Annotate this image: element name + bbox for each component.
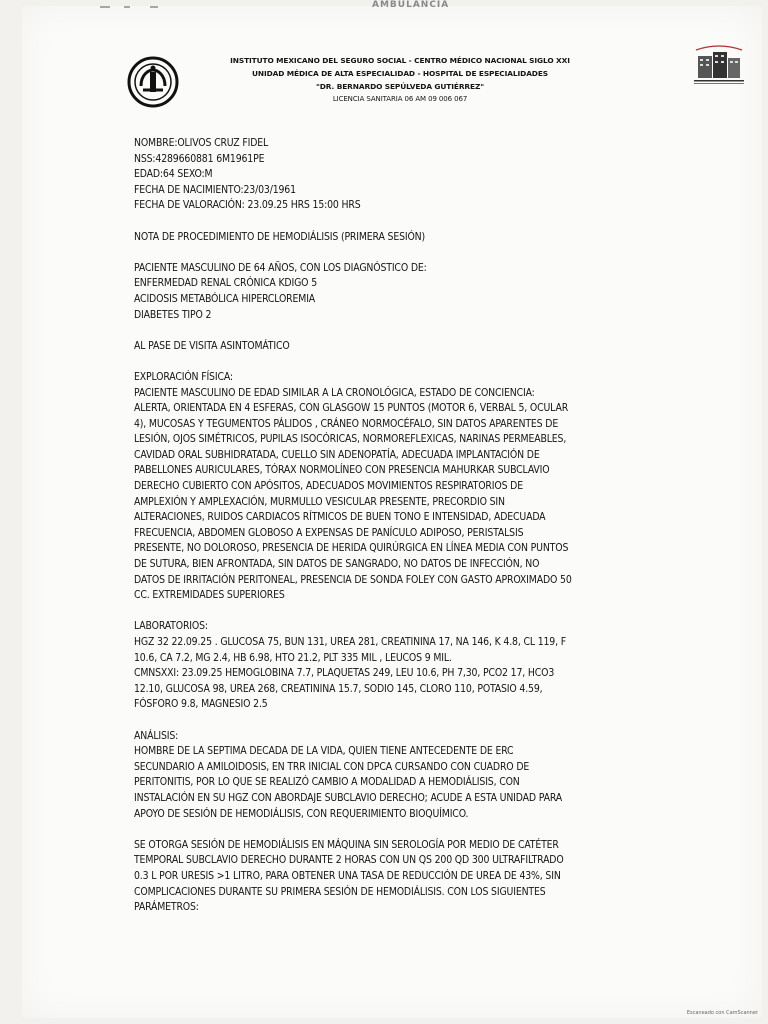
patient-age-sex: EDAD:64 SEXO:M bbox=[134, 168, 213, 181]
analysis-text bbox=[134, 744, 650, 822]
exploration-line: PRESENTE, NO DOLOROSO, PRESENCIA DE HERIDA QUIRÚRGICA EN LÍNEA MEDIA CON PUNTOS bbox=[134, 542, 569, 555]
patient-nss: NSS:4289660881 6M1961PE bbox=[134, 152, 265, 165]
exploration-line: PACIENTE MASCULINO DE EDAD SIMILAR A LA CRONOLÓGICA, ESTADO DE CONCIENCIA: bbox=[134, 386, 535, 399]
exploration-line: 4), MUCOSAS Y TEGUMENTOS PÁLIDOS , CRÁNEO NORMOCÉFALO, SIN DATOS APARENTES DE bbox=[134, 417, 559, 430]
procedure-text bbox=[134, 838, 650, 916]
exploration-line: CAVIDAD ORAL SUBHIDRATADA, CUELLO SIN ADENOPATÍA, ADECUADA IMPLANTACIÓN DE bbox=[134, 448, 540, 461]
analysis-line: PERITONITIS, POR LO QUE SE REALIZÓ CAMBIO A MODALIDAD A HEMODIÁLISIS, CON bbox=[134, 776, 520, 789]
patient-name: NOMBRE:OLIVOS CRUZ FIDEL bbox=[134, 137, 269, 149]
exploration-line: CC. EXTREMIDADES SUPERIORES bbox=[134, 589, 285, 602]
procedure-line: COMPLICACIONES DURANTE SU PRIMERA SESIÓN DE HEMODIÁLISIS. CON LOS SIGUIENTES bbox=[134, 885, 546, 898]
patient-birthdate: FECHA DE NACIMIENTO:23/03/1961 bbox=[134, 183, 296, 196]
diagnosis-line: ACIDOSIS METABÓLICA HIPERCLOREMIA bbox=[134, 292, 316, 305]
exploration-text bbox=[134, 386, 650, 604]
labs-line: FÓSFORO 9.8, MAGNESIO 2.5 bbox=[134, 698, 268, 711]
institution-header bbox=[200, 54, 600, 106]
analysis-line: INSTALACIÓN EN SU HGZ CON ABORDAJE SUBCLAVIO DERECHO; ACUDE A ESTA UNIDAD PARA bbox=[134, 791, 562, 804]
procedure-line: PARÁMETROS: bbox=[134, 901, 199, 914]
header-line-3: "DR. BERNARDO SEPÚLVEDA GUTIÉRREZ" bbox=[316, 82, 484, 91]
diagnosis-line: PACIENTE MASCULINO DE 64 AÑOS, CON LOS DIAGNÓSTICO DE: bbox=[134, 261, 427, 274]
header-line-2: UNIDAD MÉDICA DE ALTA ESPECIALIDAD - HOSPITAL DE ESPECIALIDADES bbox=[251, 69, 549, 78]
scan-mark bbox=[150, 6, 158, 8]
labs-text bbox=[134, 635, 650, 713]
analysis-heading: ANÁLISIS: bbox=[134, 729, 179, 742]
diagnosis-line: DIABETES TIPO 2 bbox=[134, 308, 212, 321]
license-number: LICENCIA SANITARIA 06 AM 09 006 067 bbox=[332, 95, 468, 103]
procedure-line: TEMPORAL SUBCLAVIO DERECHO DURANTE 2 HORAS CON UN QS 200 QD 300 ULTRAFILTRADO bbox=[134, 854, 564, 867]
procedure-line: 0.3 L POR URESIS >1 LITRO, PARA OBTENER UNA TASA DE REDUCCIÓN DE UREA DE 43%, SIN bbox=[134, 869, 561, 882]
visit-status: AL PASE DE VISITA ASINTOMÁTICO bbox=[134, 339, 290, 352]
document-body bbox=[134, 136, 650, 916]
exploration-line: ALTERACIONES, RUIDOS CARDIACOS RÍTMICOS DE BUEN TONO E INTENSIDAD, ADECUADA bbox=[134, 511, 546, 524]
analysis-line: HOMBRE DE LA SEPTIMA DECADA DE LA VIDA, QUIEN TIENE ANTECEDENTE DE ERC bbox=[134, 745, 514, 758]
imss-logo bbox=[127, 56, 179, 108]
labs-line: CMNSXXI: 23.09.25 HEMOGLOBINA 7.7, PLAQUETAS 249, LEU 10.6, PH 7,30, PCO2 17, HCO3 bbox=[134, 667, 555, 680]
procedure-line: SE OTORGA SESIÓN DE HEMODIÁLISIS EN MÁQUINA SIN SEROLOGÍA POR MEDIO DE CATÉTER bbox=[134, 838, 559, 851]
exploration-line: ALERTA, ORIENTADA EN 4 ESFERAS, CON GLASGOW 15 PUNTOS (MOTOR 6, VERBAL 5, OCULAR bbox=[134, 402, 569, 415]
exploration-line: DERECHO CUBIERTO CON APÓSITOS, ADECUADOS MOVIMIENTOS RESPIRATORIOS DE bbox=[134, 480, 523, 493]
labs-line: HGZ 32 22.09.25 . GLUCOSA 75, BUN 131, UREA 281, CREATININA 17, NA 146, K 4.8, CL 119, F bbox=[134, 636, 566, 648]
exploration-line: DATOS DE IRRITACIÓN PERITONEAL, PRESENCIA DE SONDA FOLEY CON GASTO APROXIMADO 50 bbox=[134, 573, 572, 586]
exploration-line: PABELLONES AURICULARES, TÓRAX NORMOLÍNEO CON PRESENCIA MAHURKAR SUBCLAVIO bbox=[134, 464, 550, 477]
scan-mark bbox=[100, 6, 110, 8]
labs-line: 10.6, CA 7.2, MG 2.4, HB 6.98, HTO 21.2, PLT 335 MIL , LEUCOS 9 MIL. bbox=[134, 651, 452, 664]
exploration-heading: EXPLORACIÓN FÍSICA: bbox=[134, 370, 233, 383]
analysis-line: APOYO DE SESIÓN DE HEMODIÁLISIS, CON REQUERIMIENTO BIOQUÍMICO. bbox=[134, 807, 469, 820]
assessment-date: FECHA DE VALORACIÓN: 23.09.25 HRS 15:00 HRS bbox=[134, 199, 361, 212]
exploration-line: AMPLEXIÓN Y AMPLEXACIÓN, MURMULLO VESICULAR PRESENTE, PRECORDIO SIN bbox=[134, 495, 505, 508]
exploration-line: LESIÓN, OJOS SIMÉTRICOS, PUPILAS ISOCÓRICAS, NORMOREFLEXICAS, NARINAS PERMEABLES, bbox=[134, 433, 567, 446]
top-stamp-text: AMBULANCIA bbox=[372, 0, 450, 10]
labs-heading: LABORATORIOS: bbox=[134, 620, 208, 633]
analysis-line: SECUNDARIO A AMILOIDOSIS, EN TRR INICIAL CON DPCA CURSANDO CON CUADRO DE bbox=[134, 760, 530, 773]
diagnosis-line: ENFERMEDAD RENAL CRÓNICA KDIGO 5 bbox=[134, 277, 317, 290]
exploration-line: FRECUENCIA, ABDOMEN GLOBOSO A EXPENSAS DE PANÍCULO ADIPOSO, PERISTALSIS bbox=[134, 526, 524, 539]
scanner-watermark: Escaneado con CamScanner bbox=[686, 1010, 758, 1016]
labs-line: 12.10, GLUCOSA 98, UREA 268, CREATININA 15.7, SODIO 145, CLORO 110, POTASIO 4.59, bbox=[134, 682, 543, 695]
hospital-building-logo bbox=[690, 42, 748, 86]
header-line-1: INSTITUTO MEXICANO DEL SEGURO SOCIAL - CENTRO MÉDICO NACIONAL SIGLO XXI bbox=[230, 56, 570, 65]
exploration-line: DE SUTURA, BIEN AFRONTADA, SIN DATOS DE SANGRADO, NO DATOS DE INFECCIÓN, NO bbox=[134, 558, 540, 571]
note-title: NOTA DE PROCEDIMIENTO DE HEMODIÁLISIS (PRIMERA SESIÓN) bbox=[134, 230, 426, 243]
scan-mark bbox=[124, 6, 130, 8]
